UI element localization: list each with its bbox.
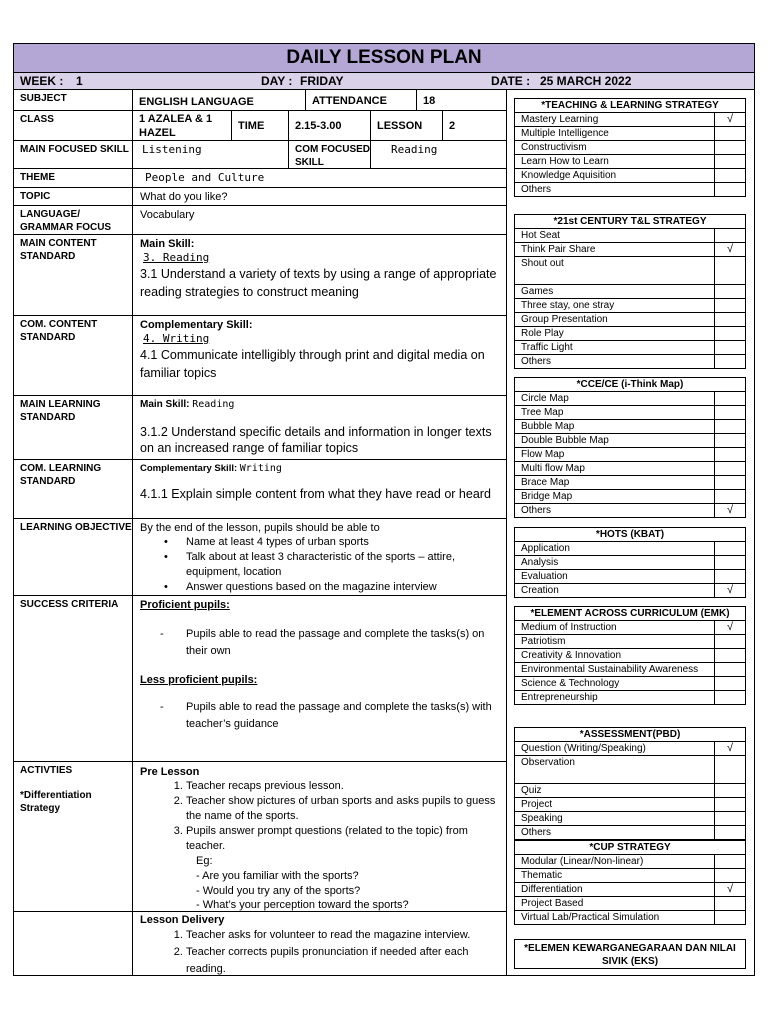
checklist-item-label: Think Pair Share xyxy=(521,244,596,255)
main-content-heading: Main Skill: xyxy=(140,238,195,250)
pre-lesson xyxy=(133,762,506,911)
checklist-item xyxy=(515,883,745,897)
list-item: 3. Pupils answer prompt questions (related to the topic) from teacher. xyxy=(186,824,506,854)
checklist-item-label: Brace Map xyxy=(521,477,570,488)
main-content-label-line1: MAIN CONTENT xyxy=(20,238,97,249)
lesson-delivery-list xyxy=(140,927,506,978)
checklist-item-label: Knowledge Aquisition xyxy=(521,170,617,181)
day-label: DAY : xyxy=(261,74,293,88)
checklist-item-label: Three stay, one stray xyxy=(521,300,615,311)
checklist-item-label: Medium of Instruction xyxy=(521,622,617,633)
date-value: 25 MARCH 2022 xyxy=(540,74,632,88)
lesson-label: LESSON xyxy=(371,111,443,140)
checklist-item xyxy=(515,257,745,285)
check-mark-icon xyxy=(714,756,745,783)
checklist-item xyxy=(515,584,745,597)
lesson-value: 2 xyxy=(449,120,456,132)
theme-label: THEME xyxy=(14,169,133,187)
checklist-item xyxy=(515,826,745,839)
checklist-item xyxy=(515,299,745,313)
checklist-item-label: Others xyxy=(521,356,552,367)
checklist-item-label: Constructivism xyxy=(521,142,587,153)
check-mark-icon xyxy=(714,911,745,924)
com-skill-label-line2: SKILL xyxy=(295,157,324,168)
check-mark-icon xyxy=(714,448,745,461)
strategy-box-title: *ELEMENT ACROSS CURRICULUM (EMK) xyxy=(515,607,745,621)
main-learning-value xyxy=(133,396,506,459)
checklist-item xyxy=(515,229,745,243)
list-item: - Would you try any of the sports? xyxy=(196,884,361,897)
strategy-box-title: *21st CENTURY T&L STRATEGY xyxy=(515,215,745,229)
check-mark-icon xyxy=(714,476,745,489)
language-label xyxy=(14,206,133,234)
lesson-delivery-heading: Lesson Delivery xyxy=(140,914,225,926)
proficient-heading: Proficient pupils: xyxy=(140,599,230,611)
theme-row xyxy=(14,169,506,188)
checklist-item-label: Flow Map xyxy=(521,449,565,460)
main-learning-standard: 3.1.2 Understand specific details and information in longer texts on an increased range of familiar topics xyxy=(140,425,492,455)
checklist-item xyxy=(515,869,745,883)
checklist-item xyxy=(515,113,745,127)
check-mark-icon xyxy=(714,341,745,354)
checklist-item xyxy=(515,434,745,448)
class-label: CLASS xyxy=(14,111,133,140)
check-mark-icon xyxy=(714,812,745,825)
checklist-item xyxy=(515,406,745,420)
com-learning-heading: Complementary Skill: xyxy=(140,463,238,474)
class-value-line2: HAZEL xyxy=(139,127,176,139)
com-learning-label xyxy=(14,460,133,518)
skill-row xyxy=(14,141,506,169)
checklist-item xyxy=(515,677,745,691)
topic-row xyxy=(14,188,506,206)
list-item: 1. Teacher recaps previous lesson. xyxy=(186,779,506,794)
checklist-item-label: Double Bubble Map xyxy=(521,435,609,446)
check-mark-icon xyxy=(714,462,745,475)
com-content-skill: 4. Writing xyxy=(143,332,210,345)
checklist-item xyxy=(515,155,745,169)
com-learning-value xyxy=(133,460,506,518)
check-mark-icon xyxy=(714,869,745,882)
strategy-box xyxy=(514,727,746,840)
main-content-value xyxy=(133,235,506,315)
check-mark-icon xyxy=(714,542,745,555)
check-mark-icon xyxy=(714,798,745,811)
class-value-line1: 1 AZALEA & 1 xyxy=(139,113,213,125)
language-value: Vocabulary xyxy=(140,209,195,221)
checklist-item xyxy=(515,504,745,517)
com-content-label-line2: STANDARD xyxy=(20,332,76,343)
subject-row xyxy=(14,90,506,111)
check-mark-icon xyxy=(714,169,745,182)
check-mark-icon xyxy=(714,313,745,326)
com-content-heading: Complementary Skill: xyxy=(140,319,253,331)
list-item: • Answer questions based on the magazine interview xyxy=(186,580,506,595)
checklist-item xyxy=(515,756,745,784)
main-learning-heading: Main Skill: xyxy=(140,399,190,410)
strategy-box xyxy=(514,527,746,598)
checklist-item xyxy=(515,663,745,677)
check-mark-icon xyxy=(714,649,745,662)
main-content-skill: 3. Reading xyxy=(143,251,210,264)
com-content-value xyxy=(133,316,506,395)
check-mark-icon xyxy=(714,127,745,140)
lesson-delivery-row xyxy=(14,912,506,975)
main-skill-label: MAIN FOCUSED SKILL xyxy=(14,141,133,168)
checklist-item-label: Speaking xyxy=(521,813,563,824)
time-value: 2.15-3.00 xyxy=(289,111,371,140)
strategy-box xyxy=(514,377,746,518)
checklist-item xyxy=(515,798,745,812)
week-value: 1 xyxy=(76,74,83,88)
checklist-item-label: Multiple Intelligence xyxy=(521,128,609,139)
strategy-box-title: *CCE/CE (i-Think Map) xyxy=(515,378,745,392)
checklist-item-label: Question (Writing/Speaking) xyxy=(521,743,646,754)
checklist-item xyxy=(515,649,745,663)
list-item: 2. Teacher corrects pupils pronunciation if needed after each reading. xyxy=(186,944,506,978)
checklist-item xyxy=(515,691,745,704)
checklist-item xyxy=(515,742,745,756)
main-content-row xyxy=(14,235,506,316)
checklist-item-label: Project Based xyxy=(521,898,584,909)
less-proficient-heading: Less proficient pupils: xyxy=(140,674,258,686)
checklist-item-label: Environmental Sustainability Awareness xyxy=(521,664,699,675)
list-item: • Name at least 4 types of urban sports xyxy=(186,535,506,550)
subject-value: ENGLISH LANGUAGE xyxy=(133,90,306,110)
class-row xyxy=(14,111,506,141)
com-learning-label-line2: STANDARD xyxy=(20,476,76,487)
check-mark-icon xyxy=(714,570,745,583)
list-item: • Talk about at least 3 characteristic of the sports – attire, equipment, location xyxy=(186,550,506,580)
check-mark-icon: √ xyxy=(714,584,745,597)
check-mark-icon: √ xyxy=(714,504,745,517)
objective-list xyxy=(140,535,506,595)
strategy-box xyxy=(514,606,746,705)
checklist-item xyxy=(515,855,745,869)
list-item: 2. Teacher show pictures of urban sports and asks pupils to guess the name of the sports. xyxy=(186,794,506,824)
week-label: WEEK : xyxy=(20,74,64,88)
language-row xyxy=(14,206,506,235)
checklist-item-label: Role Play xyxy=(521,328,564,339)
checklist-item-label: Analysis xyxy=(521,557,559,568)
check-mark-icon xyxy=(714,299,745,312)
date-label: DATE : xyxy=(491,74,531,88)
checklist-item-label: Tree Map xyxy=(521,407,564,418)
checklist-item-label: Group Presentation xyxy=(521,314,608,325)
check-mark-icon xyxy=(714,406,745,419)
main-learning-skill: Reading xyxy=(192,399,235,410)
check-mark-icon xyxy=(714,392,745,405)
lesson-details xyxy=(14,90,507,975)
check-mark-icon xyxy=(714,420,745,433)
checklist-item xyxy=(515,448,745,462)
check-mark-icon: √ xyxy=(714,113,745,126)
com-learning-row xyxy=(14,460,506,519)
checklist-item-label: Learn How to Learn xyxy=(521,156,609,167)
check-mark-icon: √ xyxy=(714,742,745,755)
topic-label: TOPIC xyxy=(14,188,133,205)
less-proficient-criteria: - Pupils able to read the passage and complete the tasks(s) with teacher’s guidance xyxy=(140,699,506,733)
checklist-item xyxy=(515,784,745,798)
proficient-criteria: - Pupils able to read the passage and complete the tasks(s) on their own xyxy=(140,626,506,660)
checklist-item-label: Differentiation xyxy=(521,884,583,895)
eks-box: *ELEMEN KEWARGANEGARAAN DAN NILAI SIVIK (EKS) xyxy=(514,939,746,969)
success-row xyxy=(14,596,506,762)
com-content-label xyxy=(14,316,133,395)
checklist-item xyxy=(515,243,745,257)
check-mark-icon: √ xyxy=(714,883,745,896)
checklist-item xyxy=(515,341,745,355)
com-content-label-line1: COM. CONTENT xyxy=(20,319,98,330)
com-skill-label-line1: COM FOCUSED xyxy=(295,144,370,155)
main-content-standard: 3.1 Understand a variety of texts by using a range of appropriate reading strategies to construct meaning xyxy=(140,267,497,299)
check-mark-icon xyxy=(714,855,745,868)
check-mark-icon xyxy=(714,257,745,284)
check-mark-icon xyxy=(714,826,745,839)
strategy-box xyxy=(514,840,746,925)
check-mark-icon xyxy=(714,556,745,569)
checklist-item xyxy=(515,476,745,490)
main-skill-value: Listening xyxy=(133,141,289,168)
checklist-item-label: Modular (Linear/Non-linear) xyxy=(521,856,644,867)
checklist-item-label: Multi flow Map xyxy=(521,463,585,474)
objective-row xyxy=(14,519,506,596)
checklist-item xyxy=(515,420,745,434)
lesson-delivery xyxy=(133,912,506,975)
check-mark-icon xyxy=(714,677,745,690)
checklist-item-label: Virtual Lab/Practical Simulation xyxy=(521,912,660,923)
checklist-item-label: Others xyxy=(521,184,552,195)
checklist-item xyxy=(515,812,745,826)
strategy-box-title: *HOTS (KBAT) xyxy=(515,528,745,542)
checklist-item-label: Quiz xyxy=(521,785,542,796)
checklist-item-label: Project xyxy=(521,799,553,810)
strategy-box-title: *TEACHING & LEARNING STRATEGY xyxy=(515,99,745,113)
check-mark-icon xyxy=(714,183,745,196)
objective-value xyxy=(133,519,506,595)
checklist-item-label: Others xyxy=(521,505,552,516)
checklist-item xyxy=(515,313,745,327)
checklist-item xyxy=(515,621,745,635)
list-item: - Are you familiar with the sports? xyxy=(196,870,359,882)
checklist-item xyxy=(515,911,745,924)
com-content-standard: 4.1 Communicate intelligibly through print and digital media on familiar topics xyxy=(140,348,485,380)
checklist-item-label: Mastery Learning xyxy=(521,114,599,125)
main-learning-row xyxy=(14,396,506,460)
com-content-row xyxy=(14,316,506,396)
com-skill-value: Reading xyxy=(391,143,438,156)
pre-lesson-list xyxy=(140,779,506,854)
com-learning-skill: Writing xyxy=(239,463,282,474)
checklist-item xyxy=(515,355,745,368)
differentiation-label-line1: *Differentiation xyxy=(20,790,92,801)
check-mark-icon xyxy=(714,229,745,242)
checklist-item xyxy=(515,141,745,155)
checklist-item xyxy=(515,169,745,183)
strategy-box xyxy=(514,98,746,197)
checklist-item-label: Bridge Map xyxy=(521,491,573,502)
main-learning-label xyxy=(14,396,133,459)
day-value: FRIDAY xyxy=(300,74,344,88)
com-learning-standard: 4.1.1 Explain simple content from what they have read or heard xyxy=(140,487,491,501)
checklist-item-label: Entrepreneurship xyxy=(521,692,598,703)
check-mark-icon xyxy=(714,434,745,447)
checklist-item-label: Evaluation xyxy=(521,571,568,582)
time-label: TIME xyxy=(232,111,289,140)
main-content-label-line2: STANDARD xyxy=(20,251,76,262)
lesson-delivery-label-cell xyxy=(14,912,133,975)
check-mark-icon xyxy=(714,635,745,648)
main-learning-label-line2: STANDARD xyxy=(20,412,76,423)
check-mark-icon xyxy=(714,141,745,154)
checklist-item xyxy=(515,327,745,341)
checklist-item-label: Traffic Light xyxy=(521,342,573,353)
checklist-item-label: Thematic xyxy=(521,870,563,881)
attendance-label: ATTENDANCE xyxy=(306,90,417,110)
checklist-item xyxy=(515,570,745,584)
activities-title: ACTIVTIES xyxy=(20,765,73,776)
check-mark-icon: √ xyxy=(714,243,745,256)
lesson-plan-sheet xyxy=(13,43,755,976)
strategy-box-title: *ASSESSMENT(PBD) xyxy=(515,728,745,742)
checklist-item-label: Science & Technology xyxy=(521,678,620,689)
activities-row xyxy=(14,762,506,912)
strategy-box xyxy=(514,214,746,369)
checklist-item xyxy=(515,635,745,649)
checklist-item-label: Application xyxy=(521,543,570,554)
checklist-item xyxy=(515,183,745,196)
check-mark-icon xyxy=(714,327,745,340)
list-item: 1. Teacher asks for volunteer to read the magazine interview. xyxy=(186,927,506,944)
header-bar xyxy=(14,73,754,90)
subject-label: SUBJECT xyxy=(14,90,133,110)
main-content-label xyxy=(14,235,133,315)
attendance-value: 18 xyxy=(423,95,436,107)
checklist-item-label: Creation xyxy=(521,585,559,596)
checklist-item-label: Games xyxy=(521,286,554,297)
checklist-item-label: Creativity & Innovation xyxy=(521,650,622,661)
checklist-item xyxy=(515,897,745,911)
main-learning-label-line1: MAIN LEARNING xyxy=(20,399,101,410)
checklist-item-label: Patriotism xyxy=(521,636,566,647)
check-mark-icon xyxy=(714,663,745,676)
check-mark-icon xyxy=(714,897,745,910)
strategy-box-title: *CUP STRATEGY xyxy=(515,841,745,855)
example-label: Eg: xyxy=(196,855,213,867)
language-label-line1: LANGUAGE/ xyxy=(20,209,80,220)
topic-value: What do you like? xyxy=(140,191,228,203)
check-mark-icon xyxy=(714,285,745,298)
checklist-item xyxy=(515,392,745,406)
check-mark-icon: √ xyxy=(714,621,745,634)
class-value xyxy=(133,111,232,140)
checklist-item xyxy=(515,462,745,476)
list-item: - What’s your perception toward the sports? xyxy=(196,899,409,911)
checklist-item-label: Bubble Map xyxy=(521,421,575,432)
check-mark-icon xyxy=(714,490,745,503)
theme-value: People and Culture xyxy=(145,171,265,184)
checklist-item xyxy=(515,542,745,556)
check-mark-icon xyxy=(714,784,745,797)
check-mark-icon xyxy=(714,355,745,368)
checklist-item xyxy=(515,285,745,299)
pre-lesson-heading: Pre Lesson xyxy=(140,766,200,778)
checklist-item xyxy=(515,490,745,504)
check-mark-icon xyxy=(714,691,745,704)
checklist-item xyxy=(515,556,745,570)
success-value xyxy=(133,596,506,761)
com-skill-label xyxy=(289,141,371,168)
checklist-item-label: Shout out xyxy=(521,258,564,269)
activities-label xyxy=(14,762,133,911)
checklist-item-label: Hot Seat xyxy=(521,230,560,241)
success-label: SUCCESS CRITERIA xyxy=(14,596,133,761)
objective-intro: By the end of the lesson, pupils should be able to xyxy=(140,522,380,534)
language-label-line2: GRAMMAR FOCUS xyxy=(20,222,112,233)
checklist-item-label: Others xyxy=(521,827,552,838)
page-title: DAILY LESSON PLAN xyxy=(14,44,754,73)
objective-label: LEARNING OBJECTIVE xyxy=(14,519,133,595)
checklist-item-label: Circle Map xyxy=(521,393,569,404)
checklist-item-label: Observation xyxy=(521,757,575,768)
checklist-item xyxy=(515,127,745,141)
differentiation-label-line2: Strategy xyxy=(20,803,61,814)
com-learning-label-line1: COM. LEARNING xyxy=(20,463,102,474)
check-mark-icon xyxy=(714,155,745,168)
